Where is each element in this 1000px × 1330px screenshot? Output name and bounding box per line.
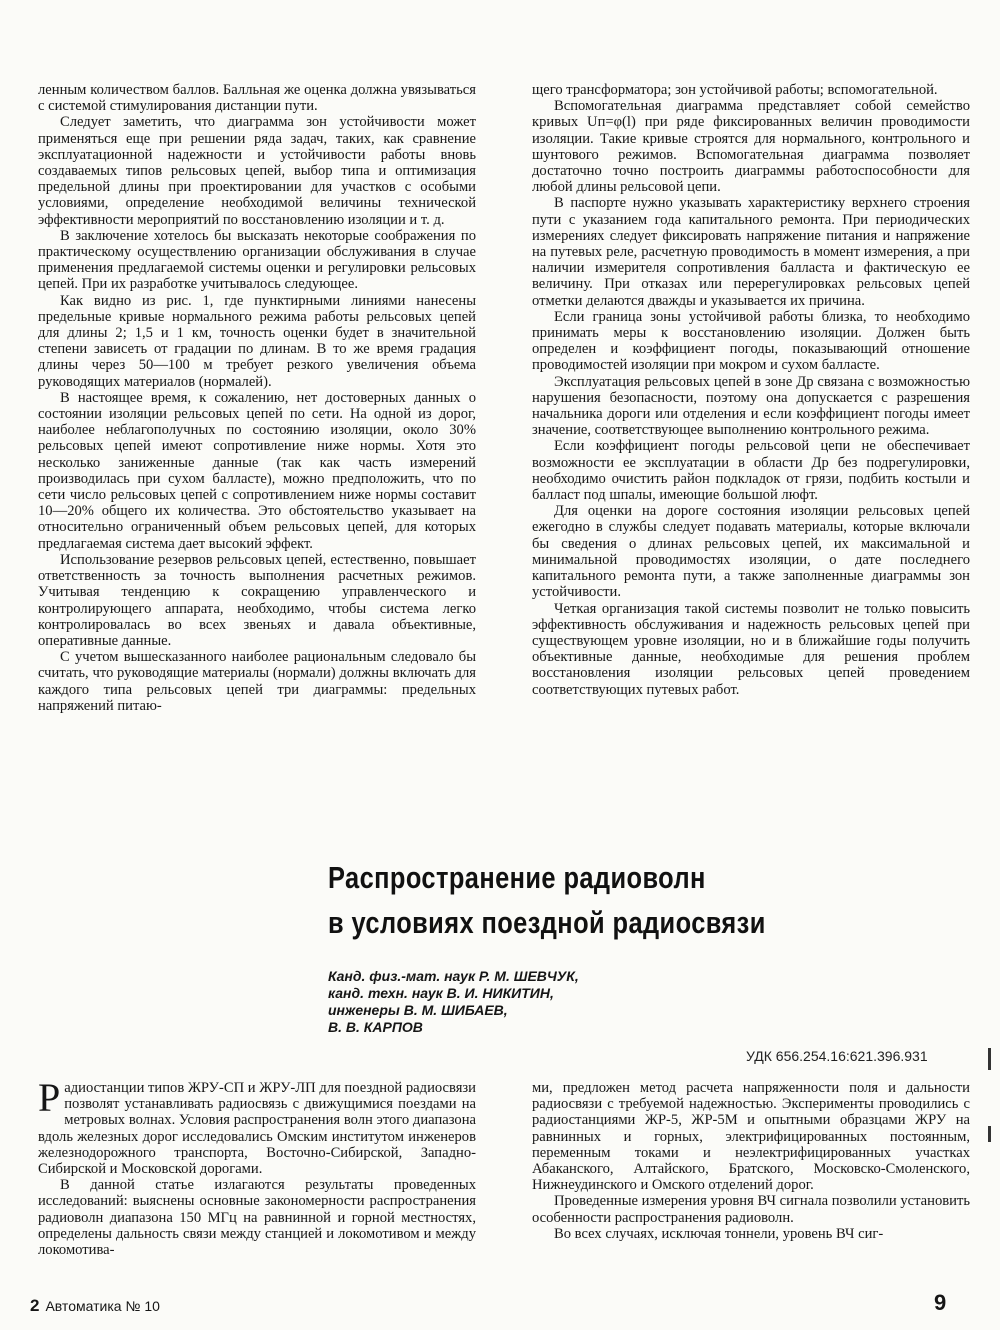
paragraph: Проведенные измерения уровня ВЧ сигнала позволили установить особенности распространения радиоволн. (532, 1193, 970, 1226)
paragraph: Следует заметить, что диаграмма зон устойчивости может применяться еще при решении ряда задач, таких, как сравнение эксплуатационной надежности и устойчивости работы вновь создаваемых типов рельсовых цепей, выбор типа и оптимизация предельной длины при проектировании для участков с особыми условиями, определение необходимой величины технической эффективности мероприятий по восстановлению изоляции и т. д. (38, 114, 476, 228)
paragraph: В паспорте нужно указывать характеристику верхнего строения пути с указанием года капитального ремонта. При периодических измерениях следует фиксировать напряжение питания и напряжение на путевых реле, расчетную проводимость в момент измерения, а при наличии измерителя сопротивления балласта и фактическую ее величину. При отказах или перерегулировках рельсовых цепей отметки делаются дважды и указывается их причина. (532, 195, 970, 309)
drop-cap: Р (38, 1075, 61, 1120)
top-right-column (532, 82, 970, 698)
margin-mark (988, 1048, 991, 1070)
bottom-left-column (38, 1075, 476, 1259)
paragraph: Во всех случаях, исключая тоннели, уровень ВЧ сиг- (554, 1225, 884, 1242)
paragraph: Если коэффициент погоды рельсовой цепи не обеспечивает возможности ее эксплуатации в области Др без подрегулировки, необходимо очистить район подкладок от грязи, подбить костыли и балласт под шпалы, имеющие большой люфт. (532, 438, 970, 504)
paragraph: Как видно из рис. 1, где пунктирными линиями нанесены предельные кривые нормального режима работы рельсовых цепей для длины 2; 1,5 и 1 км, точность оценки будет в значительной степени зависеть от градации по длинам. В то же время градация длины через 50—100 м требует резкого увеличения объема руководящих материалов (нормалей). (38, 292, 476, 390)
paragraph: В заключение хотелось бы высказать некоторые соображения по практическому осуществлению организации обслуживания в случае применения предлагаемой системы оценки и регулировки рельсовых цепей. При их разработке учитывалось следующее. (38, 227, 476, 293)
article-authors (328, 968, 579, 1036)
author-line: канд. техн. наук В. И. НИКИТИН, (328, 985, 554, 1001)
paragraph: Для оценки на дороге состояния изоляции рельсовых цепей ежегодно в службы следует подавать материалы, которые включали бы сведения о длинах рельсовых цепей, их максимальной и минимальной проводимостях изоляции, о дате последнего капитального ремонта пути, а также заполненные диаграммы зон устойчивости. (532, 503, 970, 601)
paragraph: В настоящее время, к сожалению, нет достоверных данных о состоянии изоляции рельсовых цепей по сети. На одной из дорог, наиболее неблагополучных по состоянию изоляции, около 30% рельсовых цепей имеют сопротивление ниже нормы. Хотя это несколько заниженные данные (так как часть измерений производилась при сухом балласте), можно предположить, что по сети число рельсовых цепей с сопротивлением ниже нормы составит 10—20% общего их количества. Это обстоятельство указывает на относительно ограниченный объем рельсовых цепей, для которых предлагаемая система дает высокий эффект. (38, 389, 476, 552)
paragraph: Если граница зоны устойчивой работы близка, то необходимо принимать меры к восстановлению изоляции. Должен быть определен и коэффициент погоды, показывающий отношение проводимостей изоляции при мокром и сухом балласте. (532, 308, 970, 374)
paragraph: ленным количеством баллов. Балльная же оценка должна увязываться с системой стимулирования дистанции пути. (38, 82, 476, 115)
paragraph: В данной статье излагаются результаты проведенных исследований: выяснены основные закономерности распространения радиоволн диапазона 150 МГц на равнинной и горной местностях, определены дальность связи между станцией и локомотивом и между локомотива- (38, 1177, 476, 1259)
journal-name: Автоматика № 10 (45, 1298, 160, 1314)
udk-code: УДК 656.254.16:621.396.931 (746, 1048, 928, 1064)
paragraph: Вспомогательная диаграмма представляет собой семейство кривых Uп=φ(l) при ряде фиксированных величин проводимости изоляции. Такие кривые строятся для нормального, контрольного и шунтового режимов. Вспомогательная диаграмма позволяет достаточно точно построить диаграммы работоспособности для любой длины рельсовой цепи. (532, 98, 970, 196)
article-title-line-2: в условиях поездной радиосвязи (328, 905, 766, 940)
bottom-right-column (532, 1080, 970, 1242)
author-line: инженеры В. М. ШИБАЕВ, (328, 1002, 508, 1018)
paragraph: щего трансформатора; зон устойчивой работы; вспомогательной. (532, 82, 938, 98)
paragraph: Использование резервов рельсовых цепей, естественно, повышает ответственность за точность выполнения расчетных режимов. Учитывая тенденцию к сокращению управленческого и контролирующего аппарата, необходимо, чтобы система легко контролировалась во всех звеньях и давала объективные, оперативные данные. (38, 551, 476, 649)
paragraph: Эксплуатация рельсовых цепей в зоне Др связана с возможностью нарушения безопасности, поэтому она допускается с разрешения начальника дороги или отделения и если коэффициент погоды имеет значение, соответствующее выполнению контрольного режима. (532, 373, 970, 439)
article-title-line-1: Распространение радиоволн (328, 860, 706, 895)
paragraph: Четкая организация такой системы позволит не только повысить эффективность обслуживания и надежность рельсовых цепей при существующем уровне изоляции, но и в ближайшие годы получить объективные данные, необходимые для решения проблем восстановления изоляции рельсовых цепей проведением соответствующих путевых работ. (532, 600, 970, 698)
paragraph: Радиостанции типов ЖРУ-СП и ЖРУ-ЛП для поездной радиосвязи позволят устанавливать радиосвязь с движущимися поездами на метровых волнах. Условия распространения волн этого диапазона вдоль железных дорог исследовались Омским институтом инженеров железнодорожного транспорта, Восточно-Сибирской, Западно-Сибирской и Московской дорогами. (38, 1075, 476, 1178)
top-left-column (38, 82, 476, 714)
paragraph: ми, предложен метод расчета напряженности поля и дальности радиосвязи с требуемой надежностью. Эксперименты проводились с радиостанциями ЖР-5, ЖР-5М и опытными образцами ЖРУ на равнинных и горных, электрифицированных постоянным, переменным токами и неэлектрифицированных участках Абаканского, Алтайского, Братского, Московско-Смоленского, Нижнеудинского и Омского отделений дорог. (532, 1080, 970, 1194)
page-number: 9 (934, 1290, 947, 1315)
footer-number: 2 (30, 1296, 40, 1315)
running-footer (30, 1296, 160, 1316)
author-line: В. В. КАРПОВ (328, 1019, 423, 1035)
author-line: Канд. физ.-мат. наук Р. М. ШЕВЧУК, (328, 968, 579, 984)
paragraph: С учетом вышесказанного наиболее рациональным следовало бы считать, что руководящие материалы (нормали) должны включать для каждого типа рельсовых цепей три диаграммы: предельных напряжений питаю- (38, 649, 476, 714)
margin-mark (988, 1126, 991, 1142)
